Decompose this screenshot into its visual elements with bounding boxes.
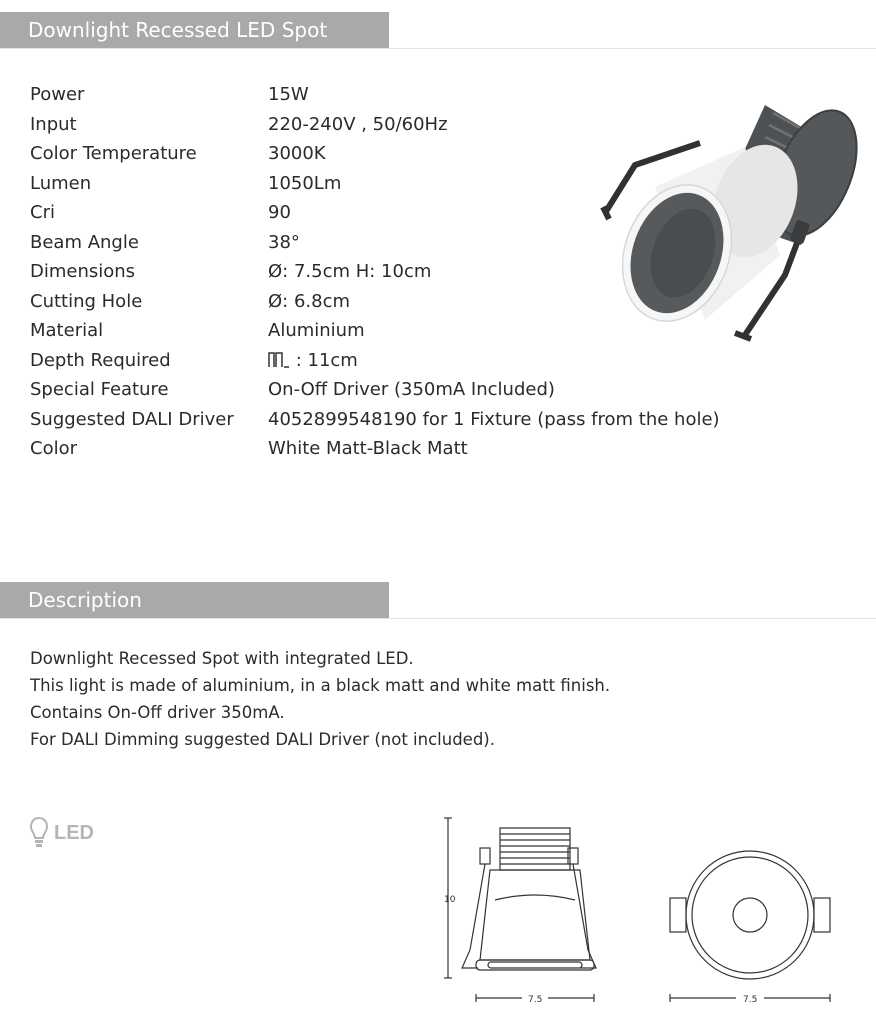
page-title: Downlight Recessed LED Spot [28,18,328,42]
led-logo-text: LED [54,821,94,844]
spec-value: 15W [268,84,309,105]
description-line: For DALI Dimming suggested DALI Driver (not included). [30,730,495,749]
spec-label: Beam Angle [30,231,139,253]
spec-value: 1050Lm [268,172,342,194]
description-bar [0,582,389,618]
spec-label: Input [30,113,77,135]
spec-label: Suggested DALI Driver [30,408,234,430]
depth-value-wrap [268,346,358,376]
spec-value: Ø: 6.8cm [268,290,351,312]
spec-label: Lumen [30,172,92,194]
spec-label: Special Feature [30,379,169,400]
spec-label: Color Temperature [30,143,197,164]
top-width-label: 7.5 [743,995,758,1005]
spec-label: Cri [30,202,55,223]
spec-value: 90 [268,202,291,223]
spec-value: 38° [268,231,300,253]
spec-value: 220-240V , 50/60Hz [268,113,448,135]
description-text [30,645,610,753]
spec-label: Cutting Hole [30,290,143,312]
side-drawing [440,810,630,1010]
spec-label: Dimensions [30,261,136,282]
spec-value: 4052899548190 for 1 Fixture (pass from the hole) [268,408,720,430]
top-drawing [660,840,840,1010]
spec-value: 3000K [268,143,326,164]
header-divider [0,48,876,49]
spec-label: Depth Required [30,349,171,371]
spec-value: Aluminium [268,320,365,341]
spec-value: Ø: 7.5cm H: 10cm [268,261,432,282]
description-divider [0,618,876,619]
product-image [595,95,860,350]
spec-value: On-Off Driver (350mA Included) [268,379,555,400]
description-line: Contains On-Off driver 350mA. [30,703,285,722]
spec-label: Material [30,320,104,341]
header-bar [0,12,389,48]
height-label: 10 [444,895,456,905]
depth-icon [268,350,290,368]
spec-label: Color [30,438,77,459]
led-logo [30,816,94,850]
spec-value: : 11cm [290,349,358,371]
description-title: Description [28,588,142,612]
description-line: This light is made of aluminium, in a black matt and white matt finish. [30,676,611,695]
description-line: Downlight Recessed Spot with integrated LED. [30,649,414,668]
spec-label: Power [30,84,85,105]
side-width-label: 7.5 [528,995,543,1005]
spec-value: White Matt-Black Matt [268,438,468,459]
bulb-icon [30,816,48,850]
